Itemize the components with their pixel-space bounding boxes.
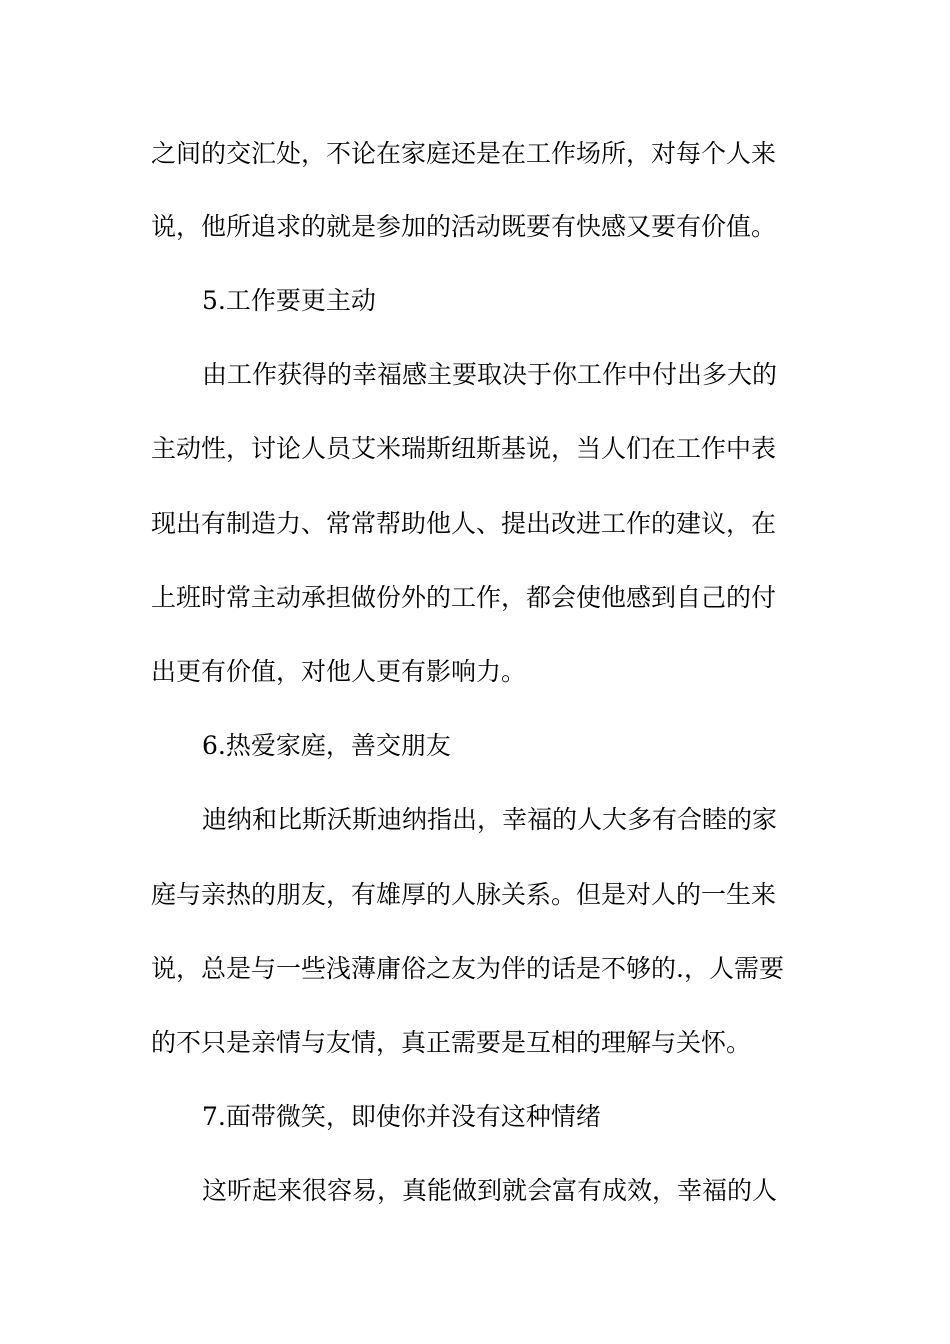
paragraph-line: 上班时常主动承担做份外的工作，都会使他感到自己的付 <box>151 583 777 612</box>
paragraph-line: 说，他所追求的就是参加的活动既要有快感又要有价值。 <box>151 212 777 241</box>
paragraph-line: 迪纳和比斯沃斯迪纳指出，幸福的人大多有合睦的家 <box>202 805 778 834</box>
paragraph-line: 之间的交汇处，不论在家庭还是在工作场所，对每个人来 <box>151 139 777 168</box>
paragraph-line: 主动性，讨论人员艾米瑞斯纽斯基说，当人们在工作中表 <box>151 434 777 463</box>
section-heading: 5.工作要更主动 <box>202 286 376 315</box>
section-heading: 7.面带微笑，即使你并没有这种情绪 <box>202 1102 601 1131</box>
paragraph-line: 由工作获得的幸福感主要取决于你工作中付出多大的 <box>202 360 778 389</box>
paragraph-line: 这听起来很容易，真能做到就会富有成效，幸福的人 <box>202 1176 778 1205</box>
paragraph-line: 说，总是与一些浅薄庸俗之友为伴的话是不够的.，人需要 <box>151 954 784 983</box>
paragraph-line: 现出有制造力、常常帮助他人、提出改进工作的建议，在 <box>151 509 777 538</box>
section-heading: 6.热爱家庭，善交朋友 <box>202 731 451 760</box>
paragraph-line: 的不只是亲情与友情，真正需要是互相的理解与关怀。 <box>151 1028 752 1057</box>
paragraph-line: 庭与亲热的朋友，有雄厚的人脉关系。但是对人的一生来 <box>151 880 777 909</box>
paragraph-line: 出更有价值，对他人更有影响力。 <box>151 657 527 686</box>
